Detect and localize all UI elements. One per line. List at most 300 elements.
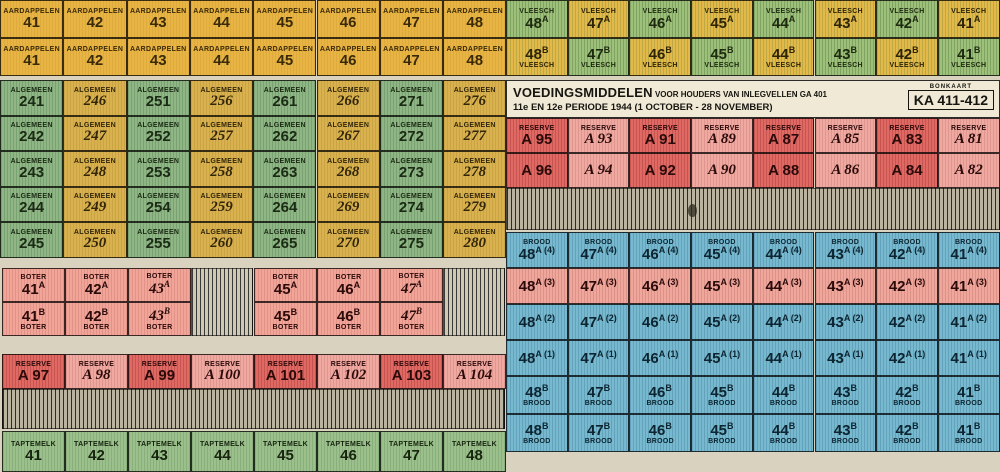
coupon-brood-a[interactable]: [815, 340, 877, 376]
coupon-brood-b[interactable]: [815, 376, 877, 414]
coupon-number: 278: [463, 163, 486, 180]
coupon-number: 46: [339, 52, 357, 69]
coupon-number: $47^{A (4)}$: [580, 244, 617, 263]
coupon-vleesch-b[interactable]: [629, 38, 691, 76]
coupon-aardappelen[interactable]: [253, 38, 316, 76]
coupon-vleesch-a[interactable]: [876, 0, 938, 38]
coupon-aardappelen[interactable]: [190, 38, 253, 76]
coupon-brood-b[interactable]: [815, 414, 877, 452]
coupon-number: A 97: [17, 366, 50, 384]
coupon-number: 275: [398, 234, 424, 252]
coupon-header: RESERVE: [78, 360, 115, 368]
coupon-header: ALGEMEEN: [10, 86, 53, 94]
coupon-number: $41^B$: [957, 44, 981, 63]
coupon-algemeen[interactable]: [443, 222, 506, 258]
coupon-brood-b[interactable]: [568, 376, 630, 414]
coupon-number: $43^{A (4)}$: [827, 244, 864, 263]
coupon-number: $48^{A (4)}$: [518, 244, 556, 263]
coupon-header: ALGEMEEN: [453, 86, 496, 94]
coupon-number: 257: [210, 128, 233, 145]
coupon-reserve[interactable]: [568, 118, 630, 153]
coupon-footer: BOTER: [20, 323, 47, 331]
coupon-brood-a[interactable]: [568, 340, 630, 376]
coupon-taptemelk[interactable]: [2, 431, 65, 472]
coupon-number: A 87: [768, 130, 800, 148]
coupon-brood-b[interactable]: [568, 414, 630, 452]
coupon-brood-b[interactable]: [629, 414, 691, 452]
coupon-algemeen[interactable]: [380, 151, 443, 187]
coupon-brood-a[interactable]: [691, 340, 753, 376]
coupon-reserve[interactable]: [753, 153, 815, 188]
coupon-footer: BROOD: [646, 437, 675, 445]
coupon-algemeen[interactable]: [63, 116, 126, 152]
coupon-number: A 98: [82, 366, 111, 383]
coupon-header: ALGEMEEN: [390, 86, 433, 94]
coupon-header: RESERVE: [456, 360, 493, 368]
coupon-reserve[interactable]: [568, 153, 630, 188]
coupon-algemeen[interactable]: [253, 80, 316, 116]
coupon-brood-a[interactable]: [691, 304, 753, 340]
coupon-algemeen[interactable]: [380, 80, 443, 116]
coupon-reserve[interactable]: [753, 118, 815, 153]
coupon-brood-a[interactable]: [629, 340, 691, 376]
bonkaart-period: 11e EN 12e PERIODE 1944 (1 OCTOBER - 28 NOVEMBER): [513, 102, 773, 113]
coupon-footer: BROOD: [954, 399, 983, 407]
coupon-number: 252: [145, 128, 171, 146]
coupon-aardappelen[interactable]: [317, 38, 380, 76]
coupon-brood-b[interactable]: [753, 414, 815, 452]
coupon-algemeen[interactable]: [0, 187, 63, 223]
coupon-header: RESERVE: [267, 360, 304, 368]
coupon-reserve[interactable]: [876, 153, 938, 188]
coupon-brood-a[interactable]: [629, 304, 691, 340]
coupon-number: $41^{A (4)}$: [950, 244, 987, 263]
coupon-number: 247: [83, 128, 107, 145]
coupon-vleesch-b[interactable]: [815, 38, 877, 76]
coupon-footer: BROOD: [954, 437, 983, 445]
coupon-brood-a[interactable]: [506, 268, 568, 304]
coupon-brood-b[interactable]: [753, 376, 815, 414]
coupon-header: ALGEMEEN: [263, 122, 306, 130]
coupon-aardappelen[interactable]: [127, 38, 190, 76]
coupon-header: VLEESCH: [704, 7, 740, 15]
coupon-vleesch-a[interactable]: [938, 0, 1000, 38]
coupon-reserve[interactable]: [380, 354, 443, 389]
coupon-footer: BROOD: [523, 399, 551, 407]
coupon-header: AARDAPPELEN: [66, 8, 124, 15]
coupon-header: ALGEMEEN: [137, 122, 180, 130]
coupon-brood-b[interactable]: [876, 376, 938, 414]
coupon-header: RESERVE: [580, 124, 617, 132]
coupon-number: $46^B$: [648, 44, 672, 63]
coupon-number: $46^A$: [648, 13, 672, 32]
coupon-boter-b[interactable]: [2, 302, 65, 336]
coupon-header: AARDAPPELEN: [3, 46, 60, 53]
coupon-header: AARDAPPELEN: [319, 46, 377, 53]
coupon-algemeen[interactable]: [317, 151, 380, 187]
coupon-brood-b[interactable]: [506, 376, 568, 414]
coupon-algemeen[interactable]: [190, 116, 253, 152]
coupon-brood-a[interactable]: [568, 304, 630, 340]
coupon-boter-a[interactable]: [254, 268, 317, 302]
coupon-number: 269: [336, 199, 360, 216]
bonkaart-badge-code: KA 411-412: [908, 90, 994, 110]
coupon-brood-b[interactable]: [506, 414, 568, 452]
coupon-reserve[interactable]: [254, 354, 317, 389]
coupon-number: 248: [83, 163, 107, 180]
coupon-number: A 101: [265, 366, 306, 384]
coupon-algemeen[interactable]: [380, 187, 443, 223]
coupon-algemeen[interactable]: [63, 187, 126, 223]
coupon-number: $43^B$: [148, 306, 170, 324]
bonkaart-badge: [908, 84, 994, 110]
coupon-algemeen[interactable]: [443, 151, 506, 187]
coupon-reserve[interactable]: [938, 153, 1000, 188]
coupon-header: ALGEMEEN: [263, 86, 306, 94]
coupon-reserve[interactable]: [443, 354, 506, 389]
coupon-boter-b[interactable]: [317, 302, 380, 336]
coupon-footer: BOTER: [398, 324, 425, 331]
coupon-header: ALGEMEEN: [73, 122, 116, 130]
coupon-algemeen[interactable]: [190, 80, 253, 116]
coupon-header: BOTER: [272, 273, 299, 281]
coupon-brood-a[interactable]: [938, 268, 1000, 304]
coupon-algemeen[interactable]: [127, 222, 190, 258]
coupon-reserve[interactable]: [876, 118, 938, 153]
coupon-vleesch-a[interactable]: [629, 0, 691, 38]
coupon-aardappelen[interactable]: [127, 0, 190, 38]
coupon-number: $42^{A (2)}$: [888, 313, 926, 331]
coupon-footer: BOTER: [335, 323, 362, 331]
coupon-number: $41^B$: [21, 306, 46, 325]
coupon-vleesch-b[interactable]: [753, 38, 815, 76]
coupon-brood-b[interactable]: [691, 414, 753, 452]
coupon-number: A 99: [143, 366, 176, 384]
coupon-number: $46^B$: [648, 382, 672, 401]
coupon-algemeen[interactable]: [253, 116, 316, 152]
coupon-reserve[interactable]: [506, 153, 568, 188]
coupon-number: A 100: [204, 366, 241, 383]
coupon-brood-a[interactable]: [938, 304, 1000, 340]
coupon-algemeen[interactable]: [317, 187, 380, 223]
coupon-footer: BROOD: [584, 399, 613, 407]
coupon-algemeen[interactable]: [380, 222, 443, 258]
coupon-number: 272: [398, 128, 424, 146]
coupon-footer: BROOD: [708, 399, 736, 407]
coupon-reserve[interactable]: [938, 118, 1000, 153]
coupon-header: AARDAPPELEN: [256, 8, 314, 15]
coupon-number: $47^B$: [586, 420, 611, 439]
coupon-header: TAPTEMELK: [74, 440, 119, 448]
coupon-reserve[interactable]: [691, 153, 753, 188]
coupon-algemeen[interactable]: [0, 151, 63, 187]
coupon-number: $42^{A (4)}$: [888, 244, 926, 263]
coupon-taptemelk[interactable]: [254, 431, 317, 472]
coupon-brood-a[interactable]: [506, 232, 568, 268]
coupon-boter-b[interactable]: [380, 302, 443, 336]
coupon-number: $41^{A (3)}$: [950, 277, 987, 295]
coupon-brood-a[interactable]: [876, 232, 938, 268]
coupon-algemeen[interactable]: [380, 116, 443, 152]
coupon-algemeen[interactable]: [63, 222, 126, 258]
coupon-brood-a[interactable]: [506, 340, 568, 376]
coupon-algemeen[interactable]: [127, 187, 190, 223]
coupon-brood-a[interactable]: [876, 304, 938, 340]
coupon-taptemelk[interactable]: [380, 431, 443, 472]
coupon-header: AARDAPPELEN: [383, 8, 440, 15]
coupon-brood-a[interactable]: [938, 232, 1000, 268]
coupon-reserve[interactable]: [317, 354, 380, 389]
coupon-number: 42: [86, 52, 104, 69]
coupon-header: ALGEMEEN: [137, 86, 180, 94]
coupon-brood-a[interactable]: [876, 340, 938, 376]
coupon-algemeen[interactable]: [127, 80, 190, 116]
coupon-vleesch-a[interactable]: [506, 0, 568, 38]
coupon-brood-a[interactable]: [691, 268, 753, 304]
coupon-aardappelen[interactable]: [63, 38, 126, 76]
coupon-number: A 82: [954, 162, 983, 178]
coupon-number: 263: [272, 163, 298, 181]
coupon-number: 250: [83, 234, 107, 251]
coupon-footer: BROOD: [708, 437, 736, 445]
coupon-number: $48^A$: [525, 13, 549, 32]
coupon-brood-a[interactable]: [753, 304, 815, 340]
coupon-number: 41: [23, 52, 40, 69]
coupon-brood-b[interactable]: [691, 376, 753, 414]
coupon-number: $45^B$: [273, 306, 298, 325]
coupon-algemeen[interactable]: [253, 151, 316, 187]
coupon-header: TAPTEMELK: [200, 440, 245, 448]
coupon-number: 45: [276, 14, 294, 31]
coupon-number: $43^B$: [833, 420, 857, 439]
coupon-number: 246: [83, 92, 107, 109]
coupon-aardappelen[interactable]: [380, 38, 443, 76]
coupon-algemeen[interactable]: [190, 151, 253, 187]
coupon-algemeen[interactable]: [63, 80, 126, 116]
coupon-header: RESERVE: [765, 124, 802, 132]
coupon-brood-a[interactable]: [876, 268, 938, 304]
coupon-aardappelen[interactable]: [0, 38, 63, 76]
coupon-header: AARDAPPELEN: [446, 46, 504, 53]
coupon-number: 271: [398, 92, 424, 110]
coupon-header: ALGEMEEN: [200, 122, 243, 130]
coupon-aardappelen[interactable]: [443, 0, 506, 38]
coupon-header: ALGEMEEN: [200, 157, 243, 165]
coupon-aardappelen[interactable]: [443, 38, 506, 76]
coupon-vleesch-b[interactable]: [938, 38, 1000, 76]
coupon-boter-a[interactable]: [128, 268, 191, 302]
coupon-aardappelen[interactable]: [63, 0, 126, 38]
coupon-vleesch-a[interactable]: [815, 0, 877, 38]
coupon-boter-a[interactable]: [2, 268, 65, 302]
coupon-algemeen[interactable]: [190, 187, 253, 223]
coupon-boter-b[interactable]: [128, 302, 191, 336]
coupon-header: RESERVE: [330, 360, 367, 368]
coupon-algemeen[interactable]: [253, 187, 316, 223]
coupon-header: ALGEMEEN: [390, 228, 433, 236]
coupon-number: A 104: [456, 366, 493, 383]
coupon-number: A 89: [707, 130, 736, 147]
coupon-aardappelen[interactable]: [253, 0, 316, 38]
coupon-algemeen[interactable]: [443, 80, 506, 116]
coupon-taptemelk[interactable]: [443, 431, 506, 472]
coupon-number: $43^B$: [833, 44, 857, 63]
coupon-algemeen[interactable]: [127, 151, 190, 187]
coupon-reserve[interactable]: [629, 153, 691, 188]
coupon-header: BOTER: [398, 273, 425, 280]
coupon-footer: BOTER: [83, 323, 110, 331]
coupon-header: ALGEMEEN: [263, 157, 306, 165]
coupon-vleesch-b[interactable]: [506, 38, 568, 76]
coupon-vleesch-b[interactable]: [876, 38, 938, 76]
coupon-header: AARDAPPELEN: [129, 8, 187, 15]
coupon-algemeen[interactable]: [0, 222, 63, 258]
coupon-brood-a[interactable]: [568, 268, 630, 304]
coupon-number: $47^B$: [586, 44, 611, 63]
coupon-reserve[interactable]: [128, 354, 191, 389]
coupon-footer: BROOD: [523, 437, 551, 445]
coupon-number: $41^{A (1)}$: [950, 349, 987, 367]
coupon-brood-a[interactable]: [568, 232, 630, 268]
coupon-algemeen[interactable]: [253, 222, 316, 258]
coupon-aardappelen[interactable]: [317, 0, 380, 38]
coupon-vleesch-a[interactable]: [691, 0, 753, 38]
coupon-number: $48^{A (2)}$: [518, 313, 556, 331]
coupon-header: ALGEMEEN: [73, 86, 116, 94]
coupon-footer: BROOD: [831, 399, 860, 407]
coupon-number: 48: [466, 14, 484, 31]
coupon-number: $45^B$: [710, 382, 734, 401]
coupon-algemeen[interactable]: [63, 151, 126, 187]
coupon-header: VLEESCH: [519, 7, 555, 15]
coupon-algemeen[interactable]: [0, 80, 63, 116]
coupon-boter-a[interactable]: [65, 268, 128, 302]
coupon-footer: VLEESCH: [889, 61, 925, 69]
coupon-footer: BROOD: [646, 399, 675, 407]
coupon-reserve[interactable]: [191, 354, 254, 389]
coupon-reserve[interactable]: [815, 153, 877, 188]
coupon-brood-b[interactable]: [938, 414, 1000, 452]
coupon-algemeen[interactable]: [317, 222, 380, 258]
coupon-number: 279: [463, 199, 486, 216]
coupon-reserve[interactable]: [2, 354, 65, 389]
coupon-header: ALGEMEEN: [73, 228, 116, 236]
coupon-header: VLEESCH: [766, 7, 802, 15]
coupon-header: RESERVE: [204, 360, 241, 368]
coupon-algemeen[interactable]: [443, 187, 506, 223]
coupon-footer: BROOD: [893, 437, 921, 445]
coupon-vleesch-b[interactable]: [691, 38, 753, 76]
coupon-taptemelk[interactable]: [317, 431, 380, 472]
blank-stub-band: [506, 188, 1000, 230]
coupon-header: ALGEMEEN: [73, 193, 116, 201]
coupon-number: 43: [149, 14, 167, 31]
coupon-number: A 94: [584, 162, 613, 178]
coupon-header: ALGEMEEN: [453, 193, 496, 201]
coupon-brood-a[interactable]: [815, 304, 877, 340]
coupon-brood-a[interactable]: [938, 340, 1000, 376]
coupon-brood-a[interactable]: [506, 304, 568, 340]
coupon-boter-b[interactable]: [254, 302, 317, 336]
coupon-boter-a[interactable]: [380, 268, 443, 302]
bonkaart-title-text: VOEDINGSMIDDELEN: [513, 85, 653, 100]
coupon-brood-a[interactable]: [629, 268, 691, 304]
coupon-algemeen[interactable]: [0, 116, 63, 152]
ink-smudge: [688, 204, 697, 217]
coupon-brood-a[interactable]: [753, 232, 815, 268]
coupon-header: TAPTEMELK: [452, 440, 497, 448]
coupon-number: $47^A$: [586, 13, 611, 32]
coupon-number: A 92: [644, 162, 676, 179]
coupon-aardappelen[interactable]: [0, 0, 63, 38]
coupon-algemeen[interactable]: [317, 116, 380, 152]
coupon-number: 42: [88, 446, 105, 464]
coupon-brood-a[interactable]: [629, 232, 691, 268]
coupon-reserve[interactable]: [629, 118, 691, 153]
coupon-reserve[interactable]: [65, 354, 128, 389]
coupon-number: 44: [214, 446, 231, 464]
coupon-brood-b[interactable]: [876, 414, 938, 452]
coupon-footer: BROOD: [893, 399, 921, 407]
coupon-reserve[interactable]: [506, 118, 568, 153]
coupon-boter-b[interactable]: [65, 302, 128, 336]
coupon-reserve[interactable]: [691, 118, 753, 153]
coupon-brood-a[interactable]: [753, 340, 815, 376]
coupon-footer: VLEESCH: [519, 61, 555, 69]
coupon-number: 243: [19, 163, 45, 181]
coupon-algemeen[interactable]: [443, 116, 506, 152]
coupon-boter-a[interactable]: [317, 268, 380, 302]
coupon-algemeen[interactable]: [127, 116, 190, 152]
coupon-vleesch-a[interactable]: [753, 0, 815, 38]
coupon-number: 265: [272, 234, 298, 252]
blank-stub-band-lower: [2, 389, 505, 429]
coupon-number: $42^B$: [895, 44, 919, 63]
coupon-brood-b[interactable]: [938, 376, 1000, 414]
coupon-number: $47^{A (1)}$: [580, 349, 617, 367]
coupon-header: BOTER: [20, 273, 47, 281]
coupon-number: $42^{A (3)}$: [888, 277, 926, 295]
coupon-header: VLEESCH: [580, 7, 617, 15]
coupon-brood-a[interactable]: [815, 268, 877, 304]
coupon-header: BROOD: [893, 238, 921, 246]
coupon-aardappelen[interactable]: [190, 0, 253, 38]
coupon-brood-a[interactable]: [691, 232, 753, 268]
coupon-vleesch-b[interactable]: [568, 38, 630, 76]
coupon-number: 261: [272, 92, 298, 110]
coupon-taptemelk[interactable]: [191, 431, 254, 472]
coupon-taptemelk[interactable]: [128, 431, 191, 472]
coupon-taptemelk[interactable]: [65, 431, 128, 472]
coupon-number: $43^{A (1)}$: [827, 349, 864, 367]
coupon-header: BOTER: [146, 273, 173, 280]
coupon-header: ALGEMEEN: [10, 157, 53, 165]
coupon-header: AARDAPPELEN: [319, 8, 377, 15]
coupon-number: A 85: [831, 130, 860, 147]
coupon-number: 258: [210, 163, 233, 180]
coupon-header: ALGEMEEN: [137, 228, 180, 236]
coupon-vleesch-a[interactable]: [568, 0, 630, 38]
coupon-number: $42^{A (1)}$: [888, 349, 926, 367]
coupon-reserve[interactable]: [815, 118, 877, 153]
coupon-aardappelen[interactable]: [380, 0, 443, 38]
coupon-algemeen[interactable]: [190, 222, 253, 258]
coupon-brood-a[interactable]: [753, 268, 815, 304]
coupon-brood-a[interactable]: [815, 232, 877, 268]
coupon-algemeen[interactable]: [317, 80, 380, 116]
coupon-brood-b[interactable]: [629, 376, 691, 414]
coupon-number: $46^{A (2)}$: [642, 313, 679, 331]
